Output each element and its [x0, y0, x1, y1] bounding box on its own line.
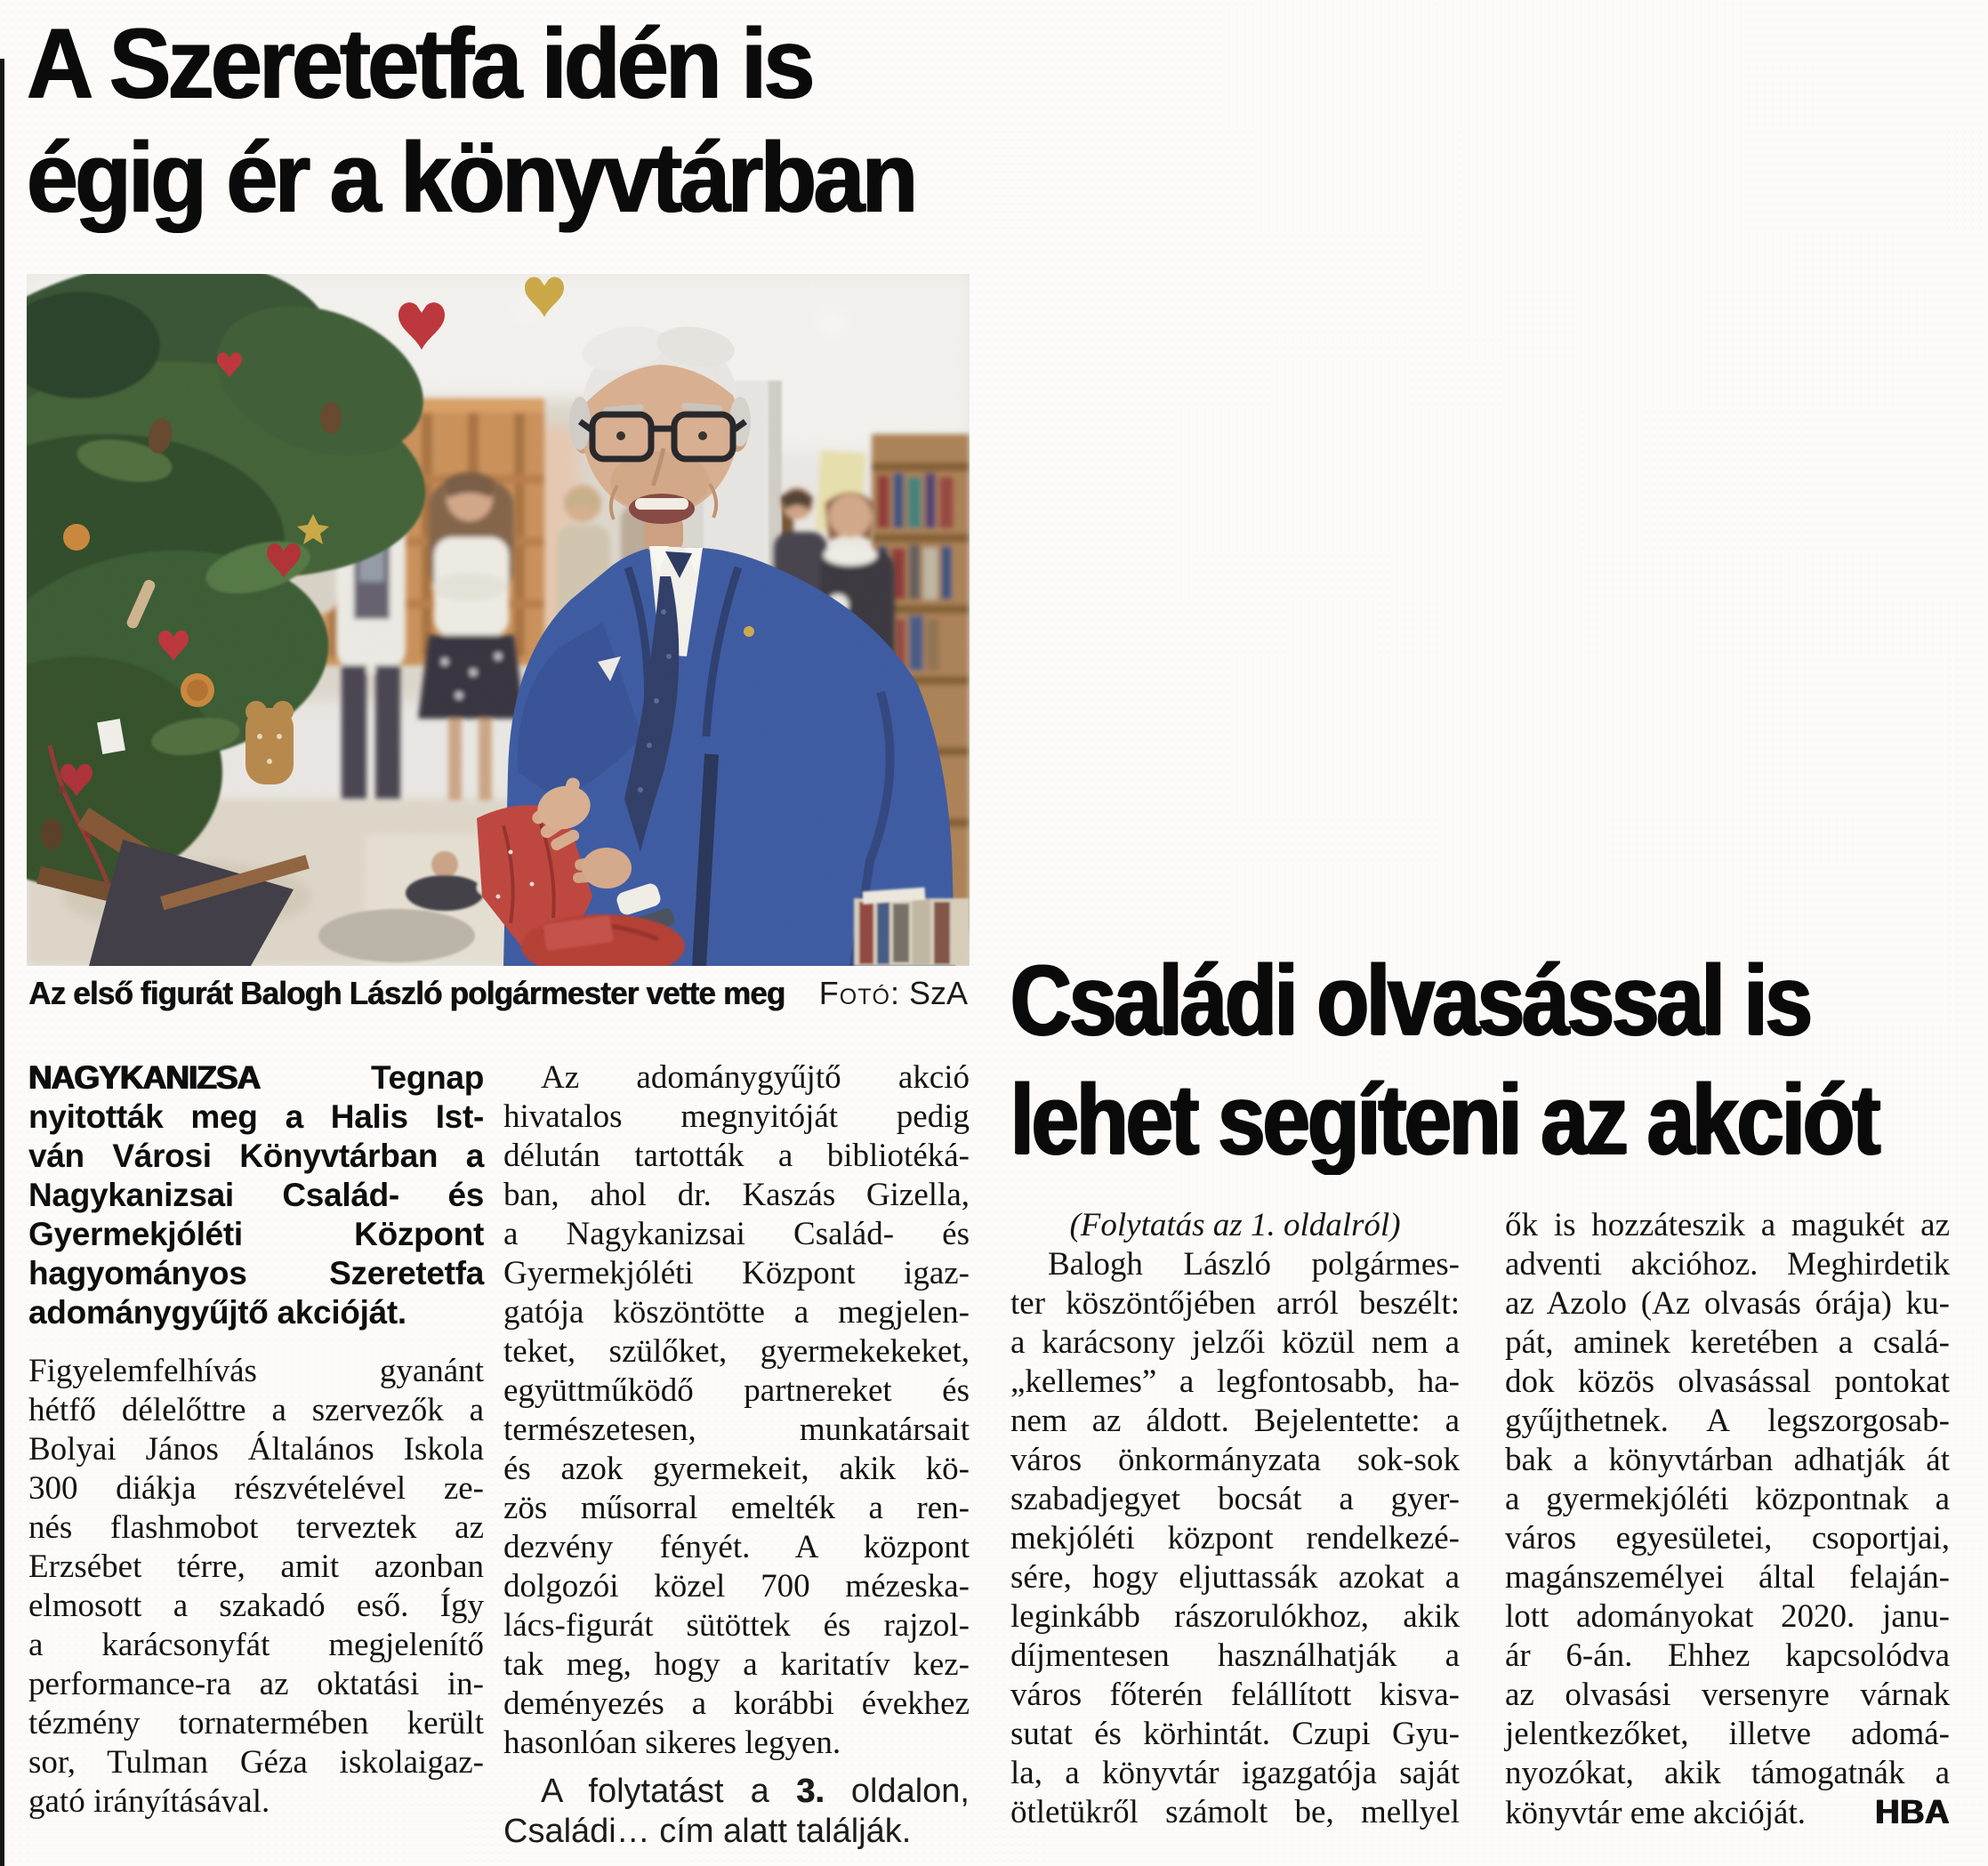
text-line: Bolyai János Általános Iskola: [28, 1431, 484, 1468]
text-line: a karácsonyfát megjelenítő: [28, 1627, 484, 1663]
text-line: zös műsorral emelték a ren-: [503, 1490, 970, 1526]
body-column-1: [28, 1058, 484, 1822]
body-paragraph: [28, 1352, 484, 1822]
text-line: együttműködő partnereket és: [503, 1372, 970, 1409]
photo-illustration: [27, 274, 970, 966]
text-line: szabadjegyet bocsát a gyer-: [1010, 1481, 1460, 1517]
headline-line-1: Családi olvasással is: [1010, 945, 1811, 1056]
body-column-3: [1010, 1206, 1460, 1832]
text-line: ők is hozzáteszik a magukét az: [1505, 1207, 1950, 1243]
text-line: nyitották meg a Halis Ist-: [28, 1098, 484, 1135]
body-column-2: [503, 1058, 970, 1852]
text-line: [503, 1772, 970, 1812]
body-paragraph: [1010, 1245, 1460, 1832]
bold-page-number: 3.: [796, 1773, 825, 1810]
headline-main: [27, 7, 982, 235]
photo-caption: Az első figurát Balogh László polgármester vette meg: [28, 975, 785, 1011]
article-photo: [27, 274, 970, 966]
text-line: díjmentesen használhatják a: [1010, 1637, 1460, 1674]
text-line: Erzsébet térre, amit azonban: [28, 1548, 484, 1585]
headline-secondary: [1010, 941, 1988, 1179]
body-column-4: [1505, 1206, 1950, 1833]
text-line: ban, ahol dr. Kaszás Gizella,: [503, 1177, 970, 1213]
text-line: [503, 1812, 970, 1852]
text-line: adománygyűjtő akcióját.: [28, 1294, 406, 1331]
text-line: nem az áldott. Bejelentette: a: [1010, 1403, 1460, 1439]
text-line: Gyermekjóléti Központ igaz-: [503, 1255, 970, 1291]
text-line: tézmény tornatermében került: [28, 1705, 484, 1741]
text-line: leginkább rászorulókhoz, akik: [1010, 1598, 1460, 1635]
text-line: sor, Tulman Géza iskolaigaz-: [28, 1744, 484, 1781]
lead-lines: [28, 1098, 484, 1332]
text-line: la, a könyvtár igazgatója saját: [1010, 1755, 1460, 1791]
text-line: nés flashmobot terveztek az: [28, 1509, 484, 1546]
column-rule: [0, 59, 4, 1866]
text-line: performance-ra az oktatási in-: [28, 1666, 484, 1702]
lead-line1-rest: Tegnap: [370, 1059, 484, 1096]
text-line: ván Városi Könyvtárban a: [28, 1138, 484, 1174]
text-line: város önkormányzata sok-sok: [1010, 1442, 1460, 1478]
text-line: a gyermekjóléti központnak a: [1505, 1481, 1950, 1517]
text-line: bak a könyvtárban adhatják át: [1505, 1442, 1950, 1478]
lead-paragraph: [28, 1058, 484, 1332]
text-line: lott adományokat 2020. janu-: [1505, 1598, 1950, 1635]
text-line: gatója köszöntötte a megjelen-: [503, 1294, 970, 1331]
text-line: deményezés a korábbi évekhez: [503, 1685, 970, 1722]
text-line: ár 6-án. Ehhez kapcsolódva: [1505, 1637, 1950, 1674]
text-line: elmosott a szakadó eső. Így: [28, 1588, 484, 1624]
headline-line-2: égig ér a könyvtárban: [27, 122, 915, 233]
text-line: Figyelemfelhívás gyanánt: [28, 1353, 484, 1389]
text-line: természetesen, munkatársait: [503, 1412, 970, 1448]
text-line: gató irányításával.: [28, 1783, 270, 1820]
text-line: ötletükről számolt be, mellyel: [1010, 1794, 1460, 1830]
headline-line-1: A Szeretetfa idén is: [27, 8, 812, 119]
text-line: nyozókat, akik támogatnák a: [1505, 1755, 1950, 1791]
text-line: pát, aminek keretében a csalá-: [1505, 1324, 1950, 1361]
text-line: és azok gyermekeit, akik kö-: [503, 1451, 970, 1487]
text-line: Az adománygyűjtő akció: [541, 1059, 970, 1096]
location-tag: NAGYKANIZSA: [28, 1059, 261, 1096]
text-line: délután tartották a bibliotéká-: [503, 1138, 970, 1174]
text-line: dok közös olvasással pontokat: [1505, 1363, 1950, 1400]
body-paragraph: [1505, 1206, 1950, 1793]
text-line: a karácsony jelzői közül nem a: [1010, 1324, 1460, 1361]
closing-line: [1505, 1793, 1950, 1833]
text-line: város egyesületei, csoportjai,: [1505, 1520, 1950, 1556]
text-line: adventi akcióhoz. Meghirdetik: [1505, 1246, 1950, 1283]
signature-initials: HBA: [1875, 1794, 1950, 1831]
text-line: lács-figurát sütöttek és rajzol-: [503, 1607, 970, 1644]
text-line: tak meg, hogy a karitatív kez-: [503, 1646, 970, 1683]
caption-row: [28, 975, 968, 1012]
text-line: sére, hogy eljuttassák azokat a: [1010, 1559, 1460, 1596]
text-line: mekjóléti központ rendelkezé-: [1010, 1520, 1460, 1556]
photo-credit: [819, 975, 968, 1012]
page-ref-note: [503, 1772, 970, 1852]
note-post: oldalon,: [824, 1773, 970, 1810]
text-line: Gyermekjóléti Központ: [28, 1216, 484, 1252]
note-line2: Családi… cím alatt találják.: [503, 1813, 912, 1850]
text-line: hivatalos megnyitóját pedig: [503, 1098, 970, 1135]
wash-overlay: [27, 274, 970, 966]
photo-credit-label: Fotó:: [818, 975, 900, 1011]
text-line: dolgozói közel 700 mézeska-: [503, 1568, 970, 1605]
text-line: az olvasási versenyre várnak: [1505, 1677, 1950, 1713]
text-line: hétfő délelőttre a szervezők a: [28, 1392, 484, 1428]
continuation-note: (Folytatás az 1. oldalról): [1069, 1207, 1401, 1243]
text-line: az Azolo (Az olvasás órája) ku-: [1505, 1285, 1950, 1322]
text-line: [28, 1058, 484, 1098]
text-line: „kellemes” a legfontosabb, ha-: [1010, 1363, 1460, 1400]
closing-text: könyvtár eme akcióját.: [1505, 1795, 1807, 1831]
text-line: teket, szülőket, gyermekekeket,: [503, 1333, 970, 1370]
body-paragraph: [503, 1058, 970, 1763]
text-line: dezvény fényét. A központ: [503, 1529, 970, 1565]
text-line: ter köszöntőjében arról beszélt:: [1010, 1285, 1460, 1322]
text-line: város főterén felállított kisva-: [1010, 1677, 1460, 1713]
text-line: hasonlóan sikeres legyen.: [503, 1725, 841, 1761]
text-line: jelentkezőket, illetve adomá-: [1505, 1716, 1950, 1752]
photo-credit-value: SzA: [908, 975, 968, 1011]
text-line: a Nagykanizsai Család- és: [503, 1216, 970, 1252]
text-line: Balogh László polgármes-: [1048, 1246, 1460, 1283]
headline-line-2: lehet segíteni az akciót: [1010, 1064, 1879, 1175]
note-pre: A folytatást a: [541, 1773, 796, 1810]
text-line: Nagykanizsai Család- és: [28, 1177, 484, 1213]
text-line: magánszemélyei által felaján-: [1505, 1559, 1950, 1596]
text-line: 300 diákja részvételével ze-: [28, 1470, 484, 1507]
text-line: gyűjthetnek. A legszorgosab-: [1505, 1403, 1950, 1439]
text-line: sutat és körhintát. Czupi Gyu-: [1010, 1716, 1460, 1752]
text-line: hagyományos Szeretetfa: [28, 1255, 484, 1291]
